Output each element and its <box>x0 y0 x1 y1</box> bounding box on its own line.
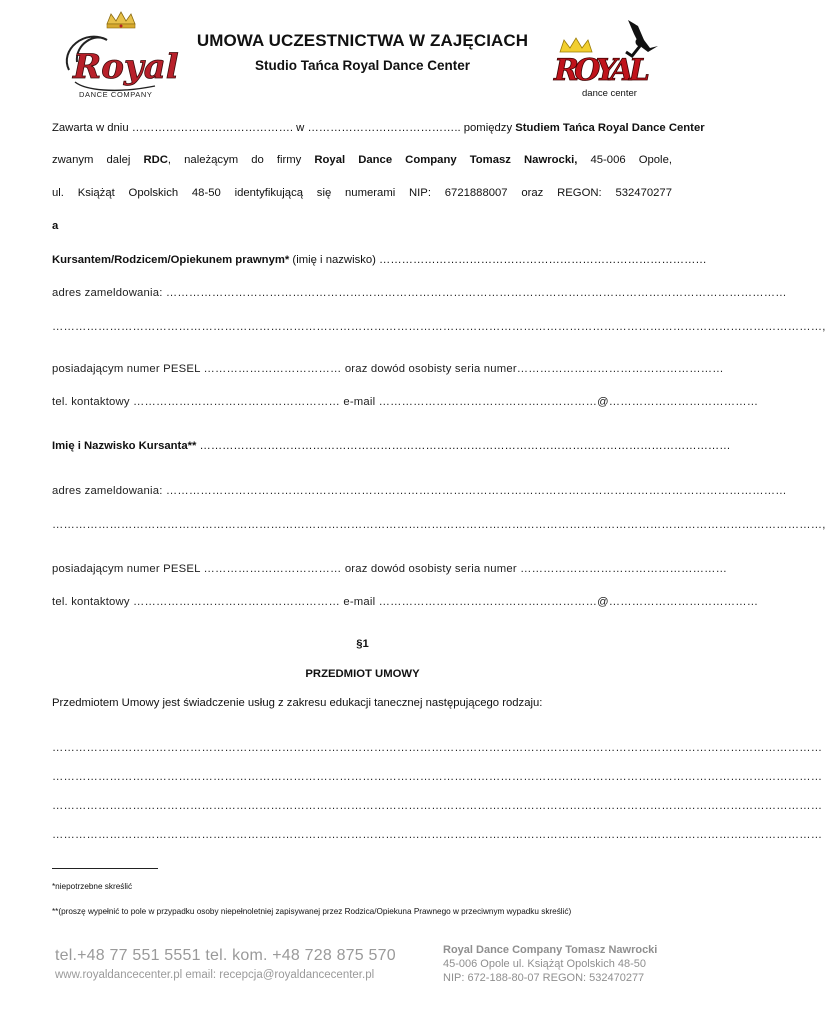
svg-text:DANCE COMPANY: DANCE COMPANY <box>79 90 153 99</box>
date-place-text: Zawarta w dniu ……………………………………. w ………………………………….. pomiędzy <box>52 122 516 134</box>
footer-phones: tel.+48 77 551 5551 tel. kom. +48 728 875 570 <box>55 947 396 964</box>
contract-line-date-place <box>52 121 705 135</box>
footnote-two: **(proszę wypełnić to pole w przypadku osoby niepełnoletniej zapisywanej przez Rodzica/Opiekuna Prawnego w przeciwnym wypadku skreślić) <box>52 907 572 916</box>
guardian-pesel-id-field[interactable]: posiadającym numer PESEL ……………………………… oraz dowód osobisty seria numer……………………………………………… <box>52 363 724 375</box>
service-blank-line-1[interactable]: ………………………………………………………………………………………………………………………………………………………………………………… <box>52 742 823 754</box>
contract-line-company <box>52 153 672 167</box>
footer-address: 45-006 Opole ul. Książąt Opolskich 48-50 <box>443 958 647 970</box>
contract-line-and: a <box>52 220 59 232</box>
guardian-address-cont-field[interactable]: …………………………………………………………………………………………………………………………………………………………………………………, <box>52 321 826 333</box>
text-segment: , należącym do firmy <box>167 154 315 166</box>
page-subtitle: Studio Tańca Royal Dance Center <box>254 58 471 73</box>
guardian-name-field[interactable] <box>52 253 707 267</box>
student-address-cont-field[interactable]: …………………………………………………………………………………………………………………………………………………………………………………, <box>52 519 826 531</box>
student-name-blank: …………………………………………………………………………………………………………………………… <box>196 440 731 452</box>
student-contact-field[interactable]: tel. kontaktowy ……………………………………………… e-mail …………………………………………………@………………………………… <box>52 596 759 608</box>
service-blank-line-4[interactable]: ………………………………………………………………………………………………………………………………………………………………………………… <box>52 829 823 841</box>
guardian-address-field[interactable]: adres zameldowania: ……………………………………………………………………………………………………………………………………………… <box>52 287 787 299</box>
svg-text:Royal: Royal <box>73 47 179 87</box>
guardian-contact-field[interactable]: tel. kontaktowy ……………………………………………… e-mail …………………………………………………@………………………………… <box>52 396 759 408</box>
service-blank-line-3[interactable]: ………………………………………………………………………………………………………………………………………………………………………………… <box>52 800 823 812</box>
student-name-field[interactable] <box>52 439 731 453</box>
footer-web-email: www.royaldancecenter.pl email: recepcja@royaldancecenter.pl <box>55 969 375 981</box>
footnote-divider <box>52 868 158 869</box>
text-segment: zwanym dalej <box>52 154 144 166</box>
student-address-field[interactable]: adres zameldowania: ……………………………………………………………………………………………………………………………………………… <box>52 485 787 497</box>
student-pesel-id-field[interactable]: posiadającym numer PESEL ……………………………… oraz dowód osobisty seria numer ……………………………………………… <box>52 563 728 575</box>
guardian-label: Kursantem/Rodzicem/Opiekunem prawnym* <box>52 254 290 266</box>
text-segment: 45-006 Opole, <box>577 154 672 166</box>
studio-name: Studiem Tańca Royal Dance Center <box>515 122 705 134</box>
contract-line-ids: ul. Książąt Opolskich 48-50 identyfikującą się numerami NIP: 6721888007 oraz REGON: 532470277 <box>52 187 672 199</box>
footer-ids: NIP: 672-188-80-07 REGON: 532470277 <box>443 972 645 984</box>
service-blank-line-2[interactable]: ………………………………………………………………………………………………………………………………………………………………………………… <box>52 771 823 783</box>
svg-text:dance center: dance center <box>582 88 637 99</box>
guardian-name-blank: (imię i nazwisko) …………………………………………………………………………… <box>289 254 707 266</box>
student-label: Imię i Nazwisko Kursanta** <box>52 440 197 452</box>
page-title: UMOWA UCZESTNICTWA W ZAJĘCIACH <box>196 31 529 50</box>
rdc-abbr: RDC <box>143 154 168 166</box>
footer-company: Royal Dance Company Tomasz Nawrocki <box>443 944 658 956</box>
crown-icon <box>107 12 135 28</box>
section-heading: PRZEDMIOT UMOWY <box>305 668 420 680</box>
section-intro: Przedmiotem Umowy jest świadczenie usług z zakresu edukacji tanecznej następującego rodzaju: <box>52 697 543 709</box>
company-name: Royal Dance Company Tomasz Nawrocki, <box>314 154 578 166</box>
section-number: §1 <box>356 638 369 650</box>
royal-dance-company-logo <box>55 10 185 102</box>
footnote-one: *niepotrzebne skreślić <box>52 882 133 891</box>
svg-text:ROYAL: ROYAL <box>554 53 650 88</box>
